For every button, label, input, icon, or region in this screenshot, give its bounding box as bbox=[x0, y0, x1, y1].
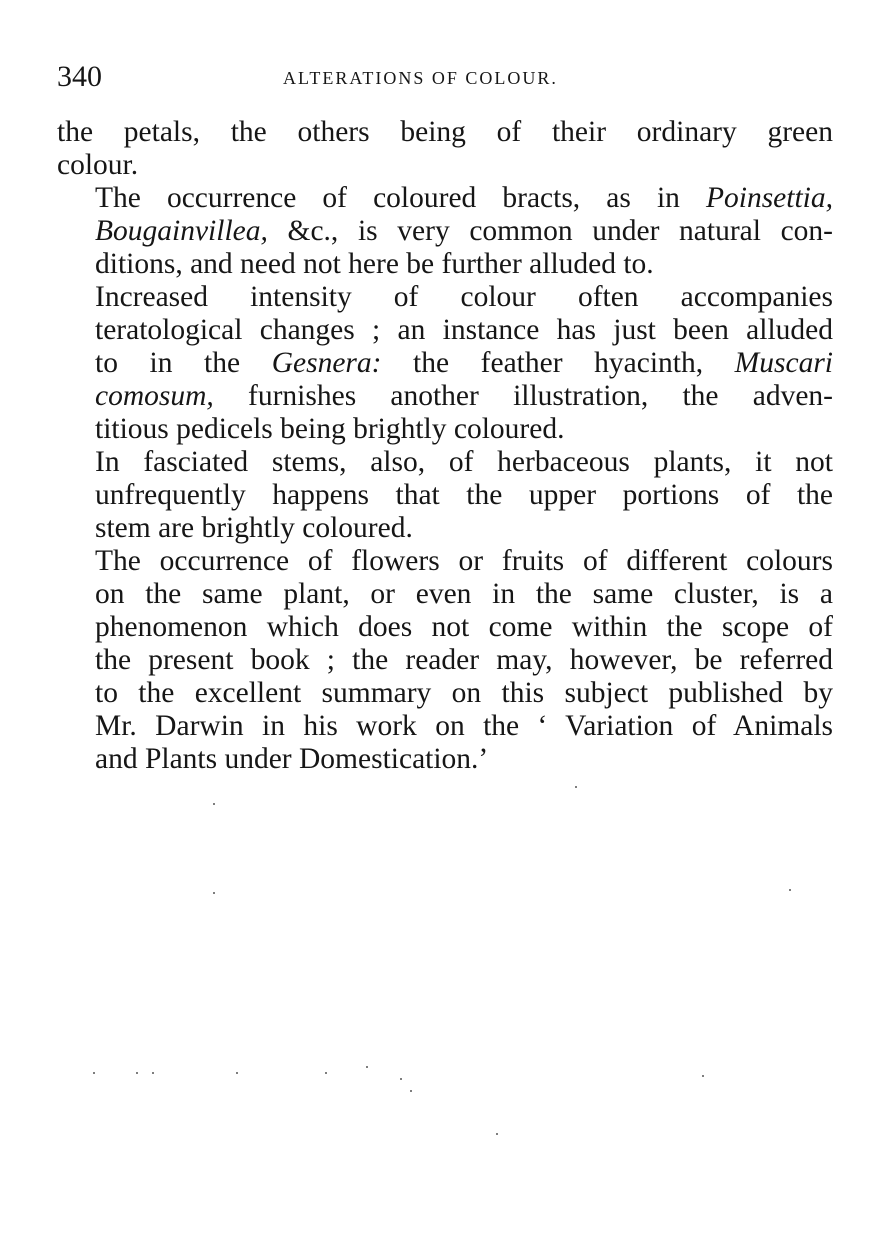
scan-speck bbox=[702, 1075, 704, 1077]
text-line: the present book ; the reader may, however, be referred bbox=[95, 644, 833, 676]
text-line bbox=[57, 380, 833, 413]
text-line: stem are brightly coloured. bbox=[95, 512, 413, 544]
italic-run: Bougainvillea, bbox=[95, 215, 268, 247]
text-run: the feather hyacinth, bbox=[381, 347, 735, 379]
running-title: ALTERATIONS OF COLOUR. bbox=[283, 68, 558, 88]
text-run: &c., is very common under natural con- bbox=[267, 215, 833, 247]
text-line: Increased intensity of colour often accompanies bbox=[95, 281, 833, 313]
text-line: Mr. Darwin in his work on the ‘ Variation of Animals bbox=[95, 710, 833, 742]
scan-speck bbox=[213, 803, 215, 805]
text-line: The occurrence of flowers or fruits of different colours bbox=[95, 545, 833, 577]
scan-speck bbox=[496, 1133, 498, 1135]
text-line: and Plants under Domestication.’ bbox=[95, 743, 489, 775]
text-line: colour. bbox=[57, 149, 139, 181]
scan-speck bbox=[575, 786, 577, 788]
italic-run: Gesnera: bbox=[271, 347, 382, 379]
text-run: The occurrence of coloured bracts, as in bbox=[95, 182, 706, 214]
scan-speck bbox=[366, 1066, 368, 1068]
text-line bbox=[57, 347, 833, 380]
paragraph-4 bbox=[57, 446, 833, 545]
running-head bbox=[57, 60, 833, 94]
paragraph-1 bbox=[57, 116, 833, 182]
italic-run: Muscari bbox=[734, 347, 833, 379]
text-line: the petals, the others being of their ordinary green bbox=[57, 116, 833, 148]
scan-speck bbox=[789, 889, 791, 891]
paragraph-3 bbox=[57, 281, 833, 446]
text-run: to in the bbox=[95, 347, 272, 379]
text-line bbox=[57, 182, 833, 215]
scan-speck bbox=[236, 1072, 238, 1074]
paragraph-2 bbox=[57, 182, 833, 281]
text-line: on the same plant, or even in the same cluster, is a bbox=[95, 578, 833, 610]
text-line: to the excellent summary on this subject published by bbox=[95, 677, 833, 709]
italic-run: comosum, bbox=[95, 380, 214, 412]
text-run: furnishes another illustration, the adven- bbox=[213, 380, 833, 412]
scan-speck bbox=[136, 1072, 138, 1074]
text-line: ditions, and need not here be further alluded to. bbox=[95, 248, 654, 280]
text-line: teratological changes ; an instance has just been alluded bbox=[95, 314, 833, 346]
body-text bbox=[57, 116, 833, 776]
scan-speck bbox=[325, 1072, 327, 1074]
page-number: 340 bbox=[57, 60, 102, 93]
paragraph-5 bbox=[57, 545, 833, 776]
scan-speck bbox=[213, 892, 215, 894]
scan-speck bbox=[410, 1090, 412, 1092]
text-line: In fasciated stems, also, of herbaceous plants, it not bbox=[95, 446, 833, 478]
text-line: titious pedicels being brightly coloured. bbox=[95, 413, 565, 445]
scan-speck bbox=[152, 1072, 154, 1074]
text-line: unfrequently happens that the upper portions of the bbox=[95, 479, 833, 511]
italic-run: Poinsettia, bbox=[705, 182, 833, 214]
text-line bbox=[57, 215, 833, 248]
scan-speck bbox=[400, 1078, 402, 1080]
text-line: phenomenon which does not come within the scope of bbox=[95, 611, 833, 643]
scan-speck bbox=[93, 1072, 95, 1074]
